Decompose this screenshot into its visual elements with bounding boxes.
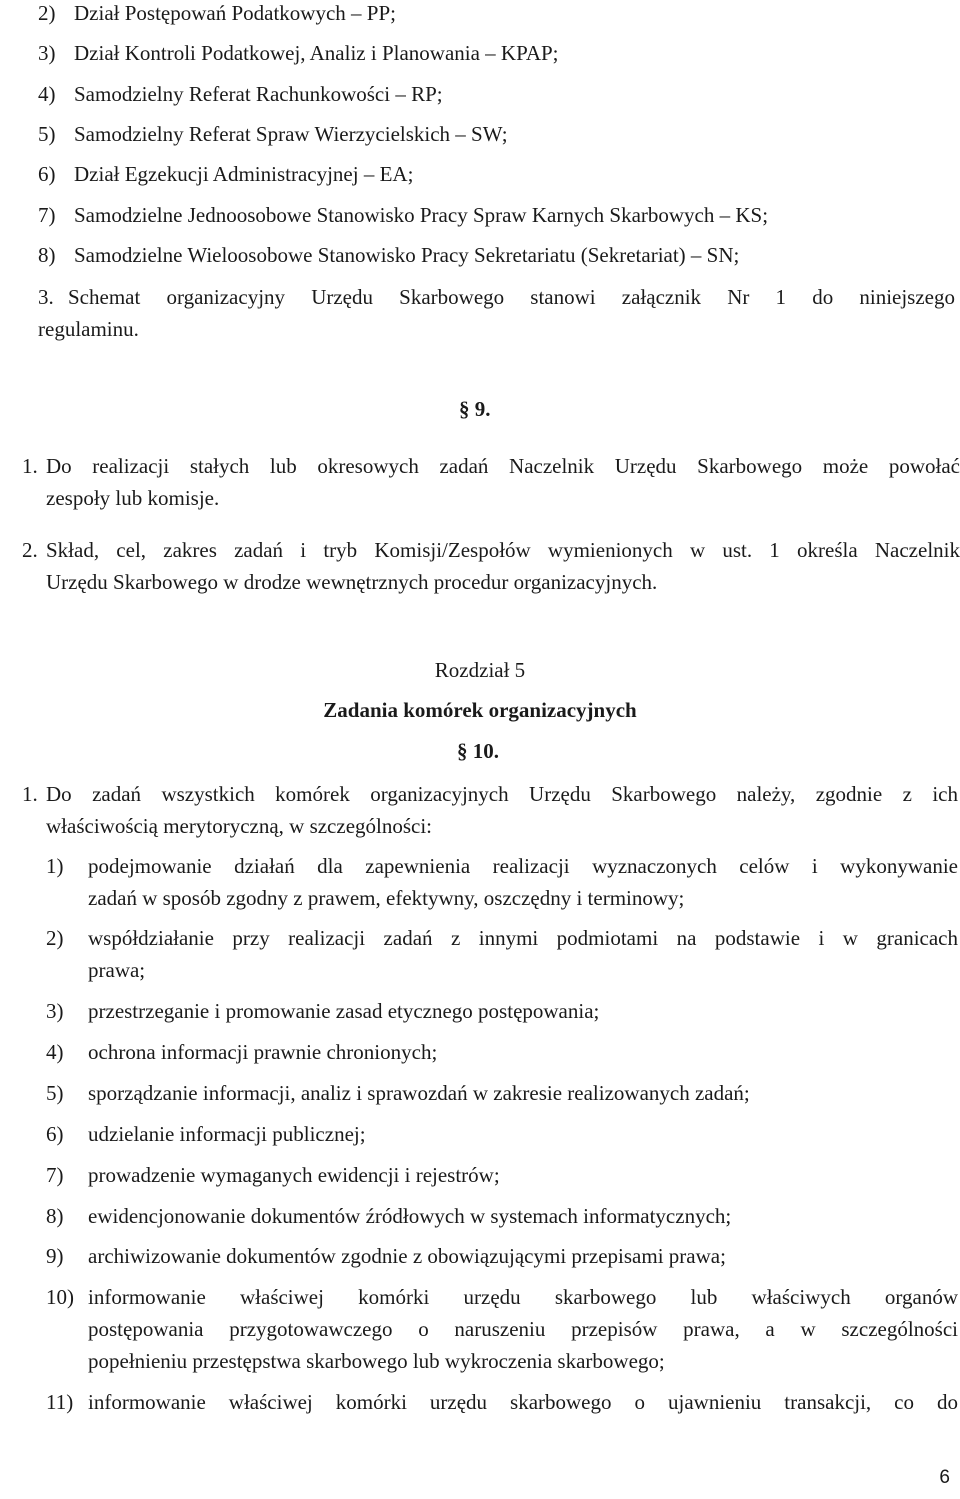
list-item-line: zadań w sposób zgodny z prawem, efektywny, oszczędny i terminowy; <box>88 886 685 910</box>
list-item-line: informowanie właściwej komórki urzędu skarbowego lub właściwych organów <box>88 1285 958 1309</box>
paragraph-line: regulaminu. <box>38 317 139 341</box>
section-heading: § 10. <box>457 739 499 763</box>
list-number: 3) <box>46 999 64 1023</box>
list-number: 9) <box>46 1244 64 1268</box>
list-number: 6) <box>46 1122 64 1146</box>
list-item-line: przestrzeganie i promowanie zasad etycznego postępowania; <box>88 999 600 1023</box>
list-item-line: podejmowanie działań dla zapewnienia realizacji wyznaczonych celów i wykonywanie <box>88 854 958 878</box>
list-item-line: postępowania przygotowawczego o naruszeniu przepisów prawa, a w szczególności <box>88 1317 958 1341</box>
list-item: Dział Egzekucji Administracyjnej – EA; <box>74 162 414 186</box>
list-number: 7) <box>38 203 56 227</box>
list-number: 8) <box>46 1204 64 1228</box>
paragraph-line: właściwością merytoryczną, w szczególności: <box>46 814 433 838</box>
paragraph-number: 2. <box>22 538 38 562</box>
list-number: 11) <box>46 1390 74 1414</box>
list-item: Samodzielny Referat Rachunkowości – RP; <box>74 82 443 106</box>
paragraph-number: 1. <box>22 782 38 806</box>
paragraph-line: Do realizacji stałych lub okresowych zadań Naczelnik Urzędu Skarbowego może powołać <box>46 454 960 478</box>
list-number: 5) <box>46 1081 64 1105</box>
list-item-line: ochrona informacji prawnie chronionych; <box>88 1040 438 1064</box>
list-item-line: sporządzanie informacji, analiz i sprawozdań w zakresie realizowanych zadań; <box>88 1081 750 1105</box>
list-number: 4) <box>46 1040 64 1064</box>
chapter-title: Zadania komórek organizacyjnych <box>323 698 637 722</box>
page-number: 6 <box>939 1467 950 1488</box>
list-number: 8) <box>38 243 56 267</box>
list-item: Samodzielne Wieloosobowe Stanowisko Pracy Sekretariatu (Sekretariat) – SN; <box>74 243 740 267</box>
list-number: 4) <box>38 82 56 106</box>
list-number: 2) <box>38 1 56 25</box>
paragraph-line: Do zadań wszystkich komórek organizacyjnych Urzędu Skarbowego należy, zgodnie z ich <box>46 782 958 806</box>
chapter-label: Rozdział 5 <box>434 658 526 682</box>
list-item-line: archiwizowanie dokumentów zgodnie z obowiązującymi przepisami prawa; <box>88 1244 726 1268</box>
section-heading: § 9. <box>459 397 491 421</box>
list-number: 7) <box>46 1163 64 1187</box>
list-item-line: prowadzenie wymaganych ewidencji i rejestrów; <box>88 1163 500 1187</box>
paragraph-line: Schemat organizacyjny Urzędu Skarbowego stanowi załącznik Nr 1 do niniejszego <box>68 285 955 309</box>
list-item: Samodzielne Jednoosobowe Stanowisko Pracy Spraw Karnych Skarbowych – KS; <box>74 203 769 227</box>
list-item: Dział Postępowań Podatkowych – PP; <box>74 1 396 25</box>
list-number: 2) <box>46 926 64 950</box>
paragraph-line: zespoły lub komisje. <box>46 486 220 510</box>
paragraph-number: 3. <box>38 285 54 309</box>
list-item-line: współdziałanie przy realizacji zadań z innymi podmiotami na podstawie i w granicach <box>88 926 958 950</box>
list-item-line: udzielanie informacji publicznej; <box>88 1122 366 1146</box>
list-number: 3) <box>38 41 56 65</box>
list-item-line: informowanie właściwej komórki urzędu skarbowego o ujawnieniu transakcji, co do <box>88 1390 958 1414</box>
list-item: Dział Kontroli Podatkowej, Analiz i Planowania – KPAP; <box>74 41 559 65</box>
paragraph-line: Skład, cel, zakres zadań i tryb Komisji/Zespołów wymienionych w ust. 1 określa Naczelnik <box>46 538 960 562</box>
paragraph-line: Urzędu Skarbowego w drodze wewnętrznych procedur organizacyjnych. <box>46 570 658 594</box>
paragraph-number: 1. <box>22 454 38 478</box>
list-item-line: popełnieniu przestępstwa skarbowego lub wykroczenia skarbowego; <box>88 1349 665 1373</box>
list-item-line: prawa; <box>88 958 146 982</box>
list-number: 1) <box>46 854 64 878</box>
list-item: Samodzielny Referat Spraw Wierzycielskich – SW; <box>74 122 508 146</box>
list-item-line: ewidencjonowanie dokumentów źródłowych w systemach informatycznych; <box>88 1204 732 1228</box>
list-number: 10) <box>46 1285 74 1309</box>
list-number: 6) <box>38 162 56 186</box>
list-number: 5) <box>38 122 56 146</box>
